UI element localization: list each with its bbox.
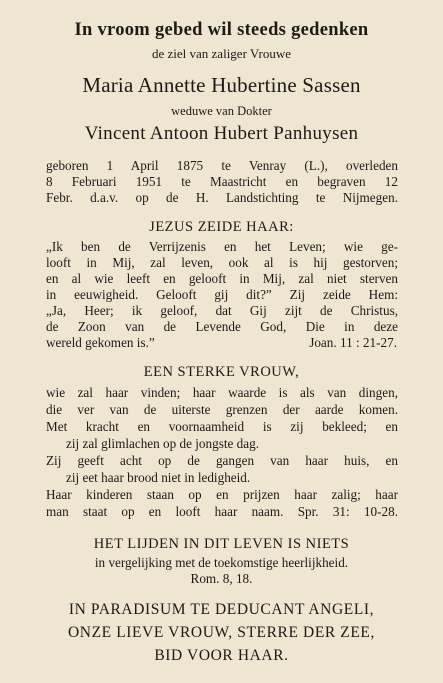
closing-line: IN PARADISUM TE DEDUCANT ANGELI, <box>68 601 375 618</box>
proverb-line: zij zal glimlachen op de jongste dag. <box>66 436 259 451</box>
scripture-line: looft in Mij, zal leven, ook al is hij gestorven; <box>46 255 398 270</box>
closing-line: ONZE LIEVE VROUW, STERRE DER ZEE, <box>68 624 375 641</box>
scripture-line: de Zoon van de Levende God, Die in deze <box>46 319 398 334</box>
details-line: 8 Februari 1951 te Maastricht en begraven 12 <box>46 174 398 189</box>
header-line-2: de ziel van zaliger Vrouwe <box>151 46 292 61</box>
header-line-1: In vroom gebed wil steeds gedenken <box>74 20 369 40</box>
scripture-last-line: wereld gekomen is.” <box>46 335 155 350</box>
details-line: geboren 1 April 1875 te Venray (L.), overleden <box>46 158 398 173</box>
closing-line: BID VOOR HAAR. <box>154 647 289 664</box>
scripture-line: „Ik ben de Verrijzenis en het Leven; wie ge- <box>46 239 398 254</box>
spouse-name: Vincent Antoon Hubert Panhuysen <box>84 123 359 144</box>
proverb-line: man staat op en looft haar naam. Spr. 31: 10-28. <box>46 504 398 519</box>
proverb-heading: EEN STERKE VROUW, <box>143 364 300 380</box>
details-line: Febr. d.a.v. op de H. Landstichting te Nijmegen. <box>46 190 398 205</box>
scripture-line: in eeuwigheid. Gelooft gij dit?” Zij zeide Hem: <box>46 287 398 302</box>
scripture-reference: Joan. 11 : 21-27. <box>309 335 397 350</box>
proverb-line: Met kracht en voornaamheid is zij bekleed; en <box>46 419 398 434</box>
suffering-heading: HET LIJDEN IN DIT LEVEN IS NIETS <box>93 536 350 552</box>
proverb-line: wie zal haar vinden; haar waarde is als van dingen, <box>46 385 398 400</box>
proverb-line: Zij geeft acht op de gangen van haar huis, en <box>46 453 398 468</box>
relation-text: weduwe van Dokter <box>171 104 272 118</box>
scripture-line: en al wie leeft en gelooft in Mij, zal niet sterven <box>46 271 398 286</box>
suffering-reference: Rom. 8, 18. <box>190 571 253 586</box>
scripture-heading: JEZUS ZEIDE HAAR: <box>149 219 294 235</box>
proverb-line: zij eet haar brood niet in ledigheid. <box>66 470 251 485</box>
proverb-line: die ver van de uiterste grenzen der aarde komen. <box>46 402 398 417</box>
proverb-line: Haar kinderen staan op en prijzen haar zalig; haar <box>46 487 398 502</box>
scripture-line: „Ja, Heer; ik geloof, dat Gij zijt de Christus, <box>46 303 398 318</box>
suffering-line: in vergelijking met de toekomstige heerlijkheid. <box>94 555 349 570</box>
deceased-name: Maria Annette Hubertine Sassen <box>82 73 361 97</box>
